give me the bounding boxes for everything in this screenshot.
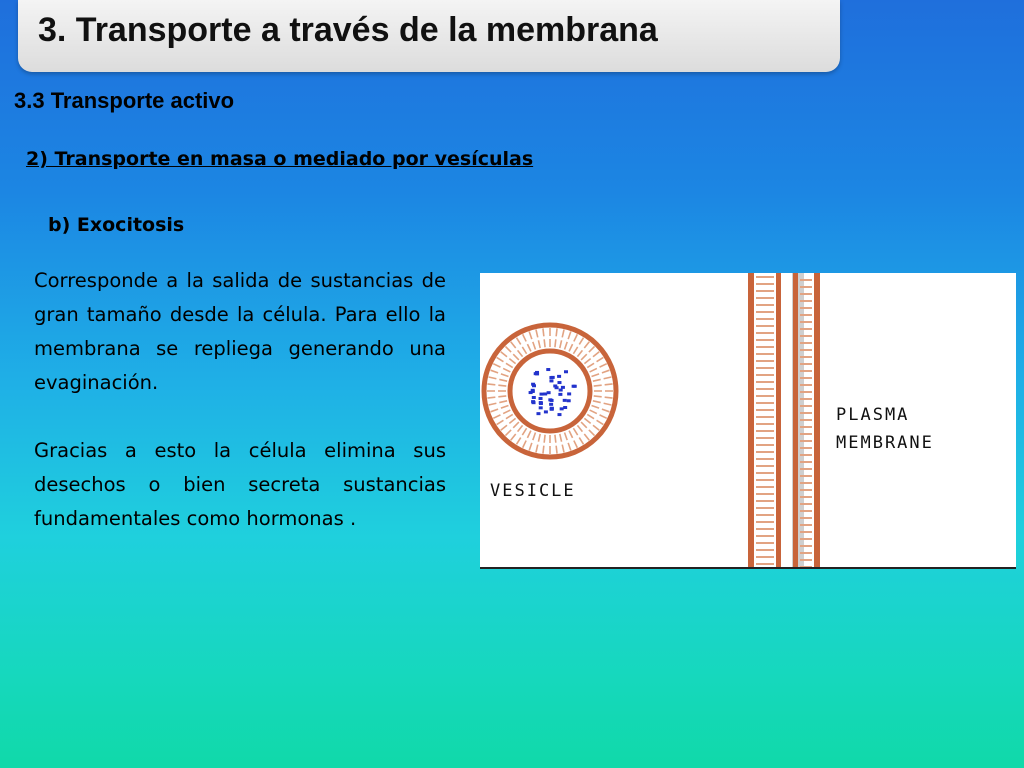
membrane-head-layer bbox=[748, 273, 754, 569]
vesicle-illustration bbox=[484, 325, 616, 457]
vesicle-inner-leaflet bbox=[510, 351, 590, 431]
lipid-tail bbox=[533, 342, 536, 350]
lipid-tail bbox=[509, 418, 515, 423]
vesicle-cargo-molecule bbox=[561, 386, 565, 389]
vesicle-cargo-molecule bbox=[567, 392, 571, 395]
lipid-tail bbox=[501, 374, 509, 377]
lipid-tail bbox=[604, 403, 612, 405]
vesicle-cargo-molecule bbox=[532, 396, 536, 399]
lipid-tail bbox=[487, 384, 495, 385]
lipid-tail bbox=[556, 328, 557, 336]
lipid-tail bbox=[516, 338, 520, 345]
lipid-tail bbox=[584, 434, 589, 440]
lipid-tail bbox=[592, 406, 600, 409]
lipid-tail bbox=[503, 368, 510, 371]
vesicle-cargo-molecule bbox=[563, 406, 567, 409]
lipid-tail bbox=[573, 428, 577, 435]
lipid-tail bbox=[584, 342, 589, 348]
lipid-tail bbox=[577, 350, 582, 356]
lipid-tail bbox=[491, 370, 499, 373]
membrane-head-layer bbox=[776, 273, 781, 569]
lipid-tail bbox=[577, 425, 582, 431]
lipid-tail bbox=[555, 339, 556, 347]
lipid-tail bbox=[489, 377, 497, 379]
lipid-tail bbox=[511, 342, 516, 348]
vesicle-cargo-molecule bbox=[549, 376, 553, 379]
lipid-tail bbox=[602, 370, 610, 373]
lipid-tail bbox=[593, 379, 601, 381]
lipid-tail bbox=[497, 357, 504, 361]
membrane-head-layer bbox=[793, 273, 798, 569]
lipid-tail bbox=[565, 433, 568, 441]
lipid-tail bbox=[600, 364, 607, 367]
vesicle-cargo-molecule bbox=[557, 375, 561, 378]
lipid-tail bbox=[493, 364, 500, 367]
lipid-tail bbox=[594, 385, 602, 386]
lipid-tail bbox=[533, 433, 536, 441]
lipid-tail bbox=[538, 434, 540, 442]
lipid-tail bbox=[543, 446, 544, 454]
lipid-tail bbox=[497, 420, 504, 424]
lipid-tail bbox=[487, 397, 495, 398]
lipid-tail bbox=[543, 328, 544, 336]
lipid-tail bbox=[489, 403, 497, 405]
lipid-tail bbox=[573, 347, 577, 354]
lipid-tail bbox=[589, 430, 595, 436]
lipid-tail bbox=[491, 409, 499, 412]
lipid-tail bbox=[568, 443, 571, 451]
lipid-tail bbox=[604, 377, 612, 379]
lipid-tail bbox=[506, 363, 513, 367]
lipid-tail bbox=[499, 401, 507, 403]
vesicle-cargo-molecule bbox=[544, 410, 548, 413]
lipid-tail bbox=[536, 445, 538, 453]
lipid-tail bbox=[594, 396, 602, 397]
lipid-tail bbox=[581, 422, 587, 428]
lipid-tail bbox=[602, 409, 610, 412]
lipid-tail bbox=[593, 401, 601, 403]
membrane-label-line2: MEMBRANE bbox=[836, 433, 934, 453]
lipid-tail bbox=[505, 346, 511, 352]
vesicle-cargo-molecule bbox=[539, 397, 543, 400]
lipid-tail bbox=[605, 397, 613, 398]
lipid-tail bbox=[560, 434, 562, 442]
lipid-tail bbox=[568, 332, 571, 340]
body-text bbox=[34, 264, 446, 536]
lipid-tail bbox=[511, 434, 516, 440]
lipid-tail bbox=[501, 406, 509, 409]
lipid-tail bbox=[513, 422, 519, 428]
vesicle-cargo-molecule bbox=[550, 407, 554, 410]
lipid-tail bbox=[527, 344, 530, 351]
lipid-tail bbox=[522, 347, 526, 354]
title-bar bbox=[18, 0, 840, 72]
lipid-tail bbox=[498, 385, 506, 386]
lipid-tail bbox=[574, 334, 577, 341]
lipid-tail bbox=[513, 354, 519, 360]
lipid-tail bbox=[579, 338, 583, 345]
lipid-tail bbox=[560, 340, 562, 348]
lipid-tail bbox=[593, 425, 599, 430]
vesicle-cargo-molecule bbox=[546, 368, 550, 371]
vesicle-cargo-molecule bbox=[555, 386, 559, 389]
vesicle-cargo-molecule bbox=[564, 370, 568, 373]
lipid-tail bbox=[555, 435, 556, 443]
lipid-tail bbox=[569, 431, 572, 438]
membrane-label-line1: PLASMA bbox=[836, 405, 910, 425]
membrane-head-layer bbox=[814, 273, 820, 569]
lipid-tail bbox=[581, 354, 587, 360]
lipid-tail bbox=[600, 415, 607, 418]
lipid-tail bbox=[501, 425, 507, 430]
vesicle-cargo-molecule bbox=[547, 391, 551, 394]
lipid-tail bbox=[597, 357, 604, 361]
vesicle-cargo-molecule bbox=[536, 412, 540, 415]
exocytosis-diagram bbox=[480, 273, 1016, 569]
vesicle-cargo-molecule bbox=[550, 399, 554, 402]
section-heading: 2) Transporte en masa o mediado por vesículas bbox=[26, 148, 534, 170]
lipid-tail bbox=[529, 332, 532, 340]
vesicle-cargo-molecule bbox=[543, 392, 547, 395]
lipid-tail bbox=[499, 379, 507, 381]
vesicle-cargo-molecule bbox=[557, 381, 561, 384]
vesicle-cargo-molecule bbox=[572, 385, 576, 388]
lipid-tail bbox=[529, 443, 532, 451]
lipid-tail bbox=[509, 359, 515, 364]
paragraph-1: Corresponde a la salida de sustancias de gran tamaño desde la célula. Para ello la membrana se repliega generando una evaginación. bbox=[34, 269, 446, 394]
vesicle-cargo-molecule bbox=[558, 393, 562, 396]
vesicle-cargo-molecule bbox=[549, 403, 553, 406]
lipid-tail bbox=[523, 441, 526, 448]
vesicle-cargo-molecule bbox=[560, 407, 564, 410]
lipid-tail bbox=[590, 368, 597, 371]
lipid-tail bbox=[565, 342, 568, 350]
lipid-tail bbox=[592, 374, 600, 377]
plasma-membrane-illustration bbox=[748, 273, 820, 569]
lipid-tail bbox=[574, 441, 577, 448]
lipid-tail bbox=[506, 414, 513, 418]
vesicle-cargo-molecule bbox=[532, 401, 536, 404]
lipid-tail bbox=[501, 352, 507, 357]
lipid-tail bbox=[538, 340, 540, 348]
lipid-tail bbox=[518, 425, 523, 431]
lipid-tail bbox=[593, 352, 599, 357]
lipid-tail bbox=[584, 359, 590, 364]
vesicle-cargo-molecule bbox=[539, 406, 543, 409]
lipid-tail bbox=[544, 339, 545, 347]
lipid-tail bbox=[587, 414, 594, 418]
lipid-tail bbox=[556, 446, 557, 454]
lipid-tail bbox=[536, 330, 538, 338]
lipid-tail bbox=[505, 430, 511, 436]
lipid-tail bbox=[498, 396, 506, 397]
lipid-tail bbox=[569, 344, 572, 351]
lipid-tail bbox=[523, 334, 526, 341]
lipid-tail bbox=[522, 428, 526, 435]
lipid-tail bbox=[516, 438, 520, 445]
lipid-tail bbox=[587, 363, 594, 367]
vesicle-cargo-molecule bbox=[531, 390, 535, 393]
lipid-tail bbox=[562, 330, 564, 338]
vesicle-cargo-molecule bbox=[534, 372, 538, 375]
paragraph-2: Gracias a esto la célula elimina sus desechos o bien secreta sustancias fundamentales como hormonas . bbox=[34, 439, 446, 530]
vesicle-cargo-molecule bbox=[549, 379, 553, 382]
lipid-tail bbox=[589, 346, 595, 352]
lipid-tail bbox=[527, 431, 530, 438]
vesicle-cargo-molecule bbox=[559, 389, 563, 392]
exocytosis-figure bbox=[480, 273, 1016, 569]
vesicle-cargo-molecule bbox=[532, 384, 536, 387]
lipid-tail bbox=[579, 438, 583, 445]
lipid-tail bbox=[503, 410, 510, 413]
subsection-heading: b) Exocitosis bbox=[48, 214, 185, 236]
vesicle-cargo-molecule bbox=[557, 413, 561, 416]
vesicle-cargo-molecule bbox=[539, 401, 543, 404]
slide-title: 3. Transporte a través de la membrana bbox=[38, 11, 658, 49]
slide-subtitle: 3.3 Transporte activo bbox=[14, 88, 235, 113]
lipid-tail bbox=[584, 418, 590, 423]
lipid-tail bbox=[597, 420, 604, 424]
lipid-tail bbox=[493, 415, 500, 418]
vesicle-cargo-molecule bbox=[567, 399, 571, 402]
lipid-tail bbox=[544, 435, 545, 443]
vesicle-label: VESICLE bbox=[490, 481, 576, 501]
vesicle-cargo-molecule bbox=[540, 393, 544, 396]
vesicle-cargo-molecule bbox=[563, 399, 567, 402]
lipid-tail bbox=[518, 350, 523, 356]
lipid-tail bbox=[605, 384, 613, 385]
lipid-tail bbox=[562, 445, 564, 453]
lipid-tail bbox=[590, 410, 597, 413]
